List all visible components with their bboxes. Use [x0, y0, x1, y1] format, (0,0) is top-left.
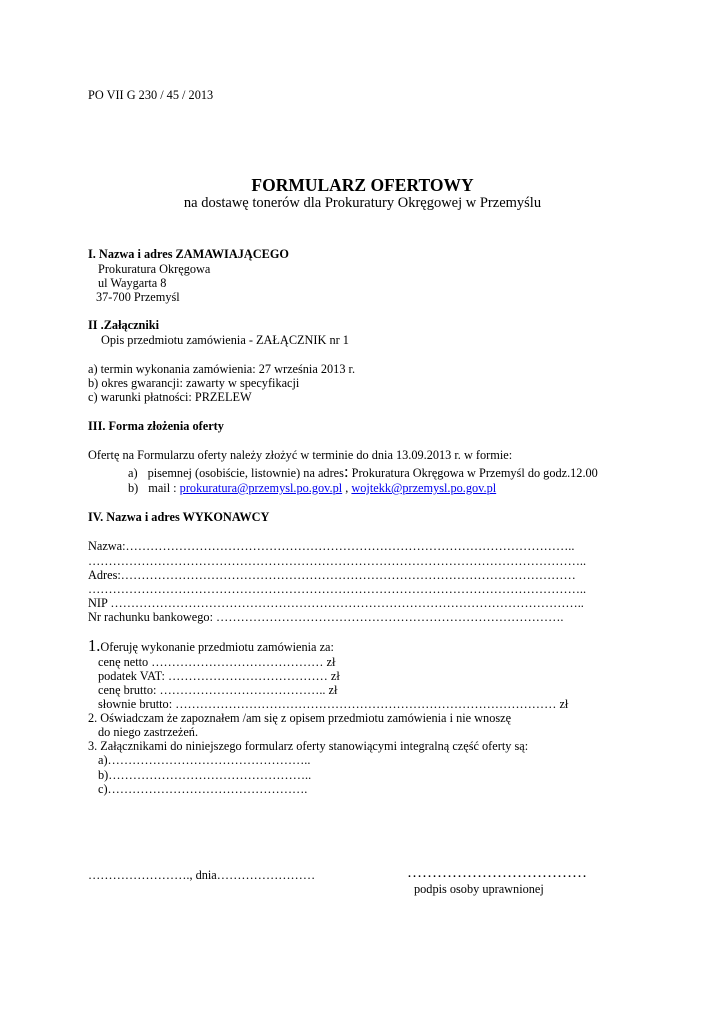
document-reference: PO VII G 230 / 45 / 2013: [88, 88, 214, 102]
section-3-heading: III. Forma złożenia oferty: [88, 419, 224, 433]
form-option-b: [128, 481, 496, 495]
point-1-text: Oferuję wykonanie przedmiotu zamówienia za:: [100, 640, 334, 654]
option-a-text: pisemnej (osobiście, listownie) na adres: [147, 466, 344, 480]
buyer-name: Prokuratura Okręgowa: [98, 262, 211, 276]
contractor-name-field-2: …………………………………………………………………………………………………………..: [88, 554, 587, 568]
attachment-line-a: a)…………………………………………..: [98, 753, 311, 767]
option-a-marker: a): [128, 466, 138, 480]
attachment-line-c: c)………………………………………….: [98, 782, 308, 796]
warranty-line: b) okres gwarancji: zawarty w specyfikacji: [88, 376, 300, 390]
section-4-heading: IV. Nazwa i adres WYKONAWCY: [88, 510, 270, 524]
email-link-prokuratura[interactable]: prokuratura@przemysl.po.gov.pl: [179, 481, 343, 495]
contractor-name-field: Nazwa:………………………………………………………………………………………………..: [88, 539, 575, 553]
offer-point-3: 3. Załącznikami do niniejszego formularz oferty stanowiącymi integralną część oferty są:: [88, 739, 529, 753]
section-2-heading: II .Załączniki: [88, 318, 160, 332]
gross-in-words-field: słownie brutto: ………………………………………………………………………………… zł: [98, 697, 569, 711]
gross-price-field: cenę brutto: ………………………………….. zł: [98, 683, 338, 697]
contractor-address-field: Adres:…………………………………………………………………………………………………: [88, 568, 576, 582]
point-1-number: 1.: [88, 636, 101, 655]
contractor-bank-field: Nr rachunku bankowego: ………………………………………………………………………….: [88, 610, 564, 624]
option-b-marker: b): [128, 481, 139, 495]
offer-point-1: [88, 636, 334, 655]
attachment-item: Opis przedmiotu zamówienia - ZAŁĄCZNIK nr 1: [101, 333, 349, 347]
signature-label: podpis osoby uprawnionej: [414, 882, 544, 896]
vat-field: podatek VAT: ………………………………… zł: [98, 669, 340, 683]
section-1-heading: I. Nazwa i adres ZAMAWIAJĄCEGO: [88, 247, 289, 261]
place-date-field: ……………………., dnia……………………: [88, 868, 316, 882]
email-link-wojtekk[interactable]: wojtekk@przemysl.po.gov.pl: [351, 481, 497, 495]
signature-line: ………………………………: [407, 865, 587, 881]
option-b-prefix: mail :: [148, 481, 180, 495]
attachment-line-b: b)…………………………………………..: [98, 768, 312, 782]
contractor-nip-field: NIP ……………………………………………………………………………………………………..: [88, 596, 584, 610]
contractor-address-field-2: …………………………………………………………………………………………………………..: [88, 582, 587, 596]
offer-point-2-cont: do niego zastrzeżeń.: [98, 725, 199, 739]
buyer-city: 37-700 Przemyśl: [96, 290, 180, 304]
email-separator: ,: [342, 481, 352, 495]
form-subtitle: na dostawę tonerów dla Prokuratury Okręgowej w Przemyślu: [183, 195, 542, 211]
offer-point-2: 2. Oświadczam że zapoznałem /am się z opisem przedmiotu zamówienia i nie wnoszę: [88, 711, 512, 725]
net-price-field: cenę netto …………………………………… zł: [98, 655, 336, 669]
term-line: a) termin wykonania zamówienia: 27 września 2013 r.: [88, 362, 356, 376]
option-a-colon: :: [343, 462, 349, 481]
form-option-a: [128, 462, 598, 481]
option-a-address: Prokuratura Okręgowa w Przemyśl do godz.12.00: [348, 466, 598, 480]
offer-intro: Ofertę na Formularzu oferty należy złożyć w terminie do dnia 13.09.2013 r. w formie:: [88, 448, 513, 462]
payment-line: c) warunki płatności: PRZELEW: [88, 390, 252, 404]
buyer-street: ul Waygarta 8: [98, 276, 167, 290]
form-title: FORMULARZ OFERTOWY: [251, 175, 474, 195]
